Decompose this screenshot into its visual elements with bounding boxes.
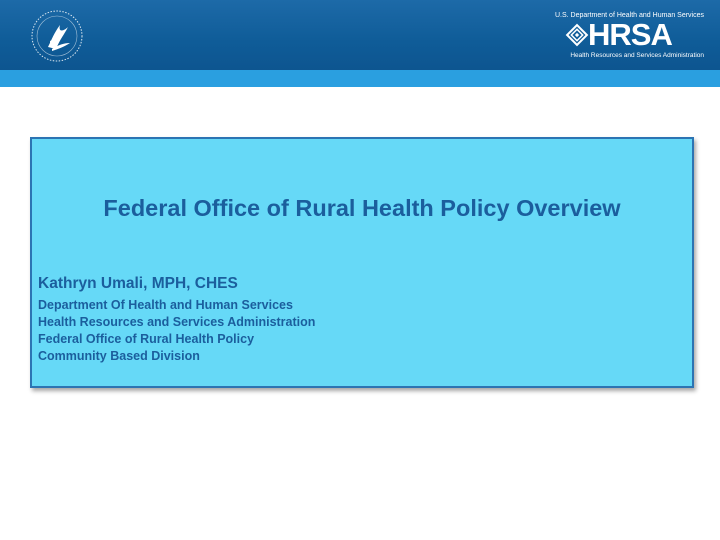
title-box — [30, 137, 694, 388]
affiliation-line: Community Based Division — [38, 349, 200, 363]
affiliation-line: Federal Office of Rural Health Policy — [38, 332, 255, 346]
hrsa-logo — [554, 12, 704, 62]
header-bar — [0, 0, 720, 70]
hrsa-wordmark: HRSA — [588, 17, 672, 52]
affiliation-line: Department Of Health and Human Services — [38, 298, 293, 312]
hrsa-department-text: U.S. Department of Health and Human Services — [554, 12, 704, 19]
hrsa-diamond-icon — [564, 22, 590, 48]
affiliation-list — [38, 297, 315, 365]
presenter-name: Kathryn Umali, MPH, CHES — [38, 275, 238, 292]
hrsa-agency-text: Health Resources and Services Administration — [570, 52, 704, 59]
slide-title: Federal Office of Rural Health Policy Overview — [103, 195, 621, 221]
hhs-eagle-seal-icon — [30, 9, 84, 63]
affiliation-line: Health Resources and Services Administration — [38, 315, 316, 329]
header-stripe — [0, 70, 720, 87]
